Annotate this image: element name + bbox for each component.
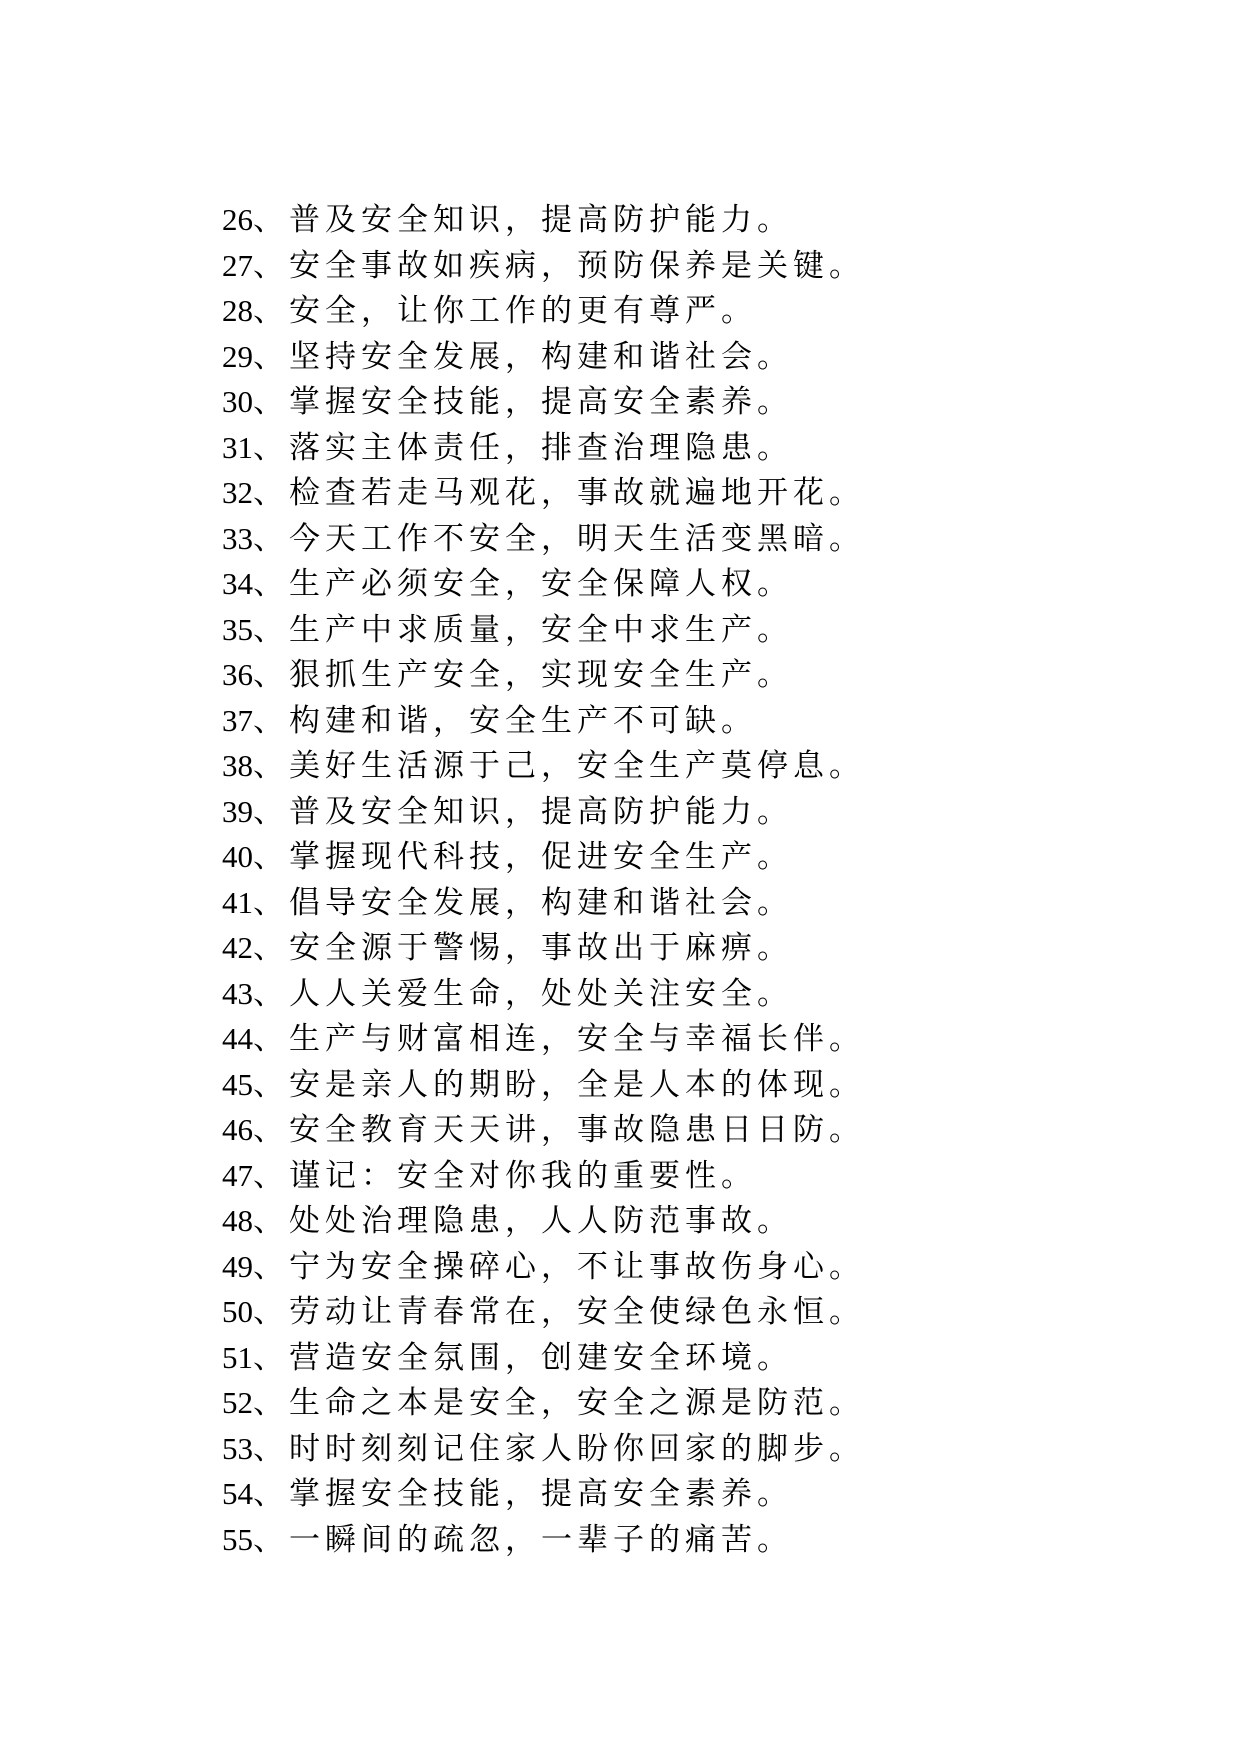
slogan-line xyxy=(222,1426,865,1472)
line-number: 42 xyxy=(222,930,253,965)
line-number: 55 xyxy=(222,1521,253,1557)
line-number: 27 xyxy=(222,247,253,283)
line-text: 、狠抓生产安全，实现安全生产。 xyxy=(253,657,793,693)
slogan-line xyxy=(222,197,865,243)
line-text: 、营造安全氛围，创建安全环境。 xyxy=(253,1339,793,1376)
slogan-line xyxy=(222,971,865,1017)
line-number: 43 xyxy=(222,975,253,1011)
line-text: 、普及安全知识，提高防护能力。 xyxy=(253,202,793,238)
slogan-line xyxy=(222,607,865,653)
line-number: 54 xyxy=(222,1476,253,1511)
line-text: 、生产必须安全，安全保障人权。 xyxy=(253,566,793,602)
slogan-line xyxy=(222,516,865,562)
slogan-line xyxy=(222,925,865,971)
slogan-line xyxy=(222,1289,865,1335)
slogan-line xyxy=(222,334,865,380)
slogan-line xyxy=(222,1198,865,1244)
slogan-line xyxy=(222,743,865,789)
slogan-line xyxy=(222,1107,865,1153)
line-number: 50 xyxy=(222,1294,253,1329)
slogan-line xyxy=(222,789,865,835)
line-number: 33 xyxy=(222,520,253,556)
line-text: 、坚持安全发展，构建和谐社会。 xyxy=(253,338,793,375)
line-text: 、生产中求质量，安全中求生产。 xyxy=(253,611,793,648)
line-text: 、宁为安全操碎心，不让事故伤身心。 xyxy=(253,1248,865,1285)
line-text: 、安全教育天天讲，事故隐患日日防。 xyxy=(253,1112,865,1148)
slogan-list xyxy=(222,197,865,1562)
slogan-line xyxy=(222,288,865,334)
line-number: 31 xyxy=(222,429,253,465)
slogan-line xyxy=(222,1335,865,1381)
slogan-line xyxy=(222,1062,865,1108)
slogan-line xyxy=(222,379,865,425)
line-number: 47 xyxy=(222,1157,253,1193)
line-text: 、谨记：安全对你我的重要性。 xyxy=(253,1157,757,1194)
line-number: 37 xyxy=(222,702,253,738)
line-number: 28 xyxy=(222,293,253,328)
line-text: 、落实主体责任，排查治理隐患。 xyxy=(253,429,793,466)
line-number: 35 xyxy=(222,611,253,647)
line-text: 、生命之本是安全，安全之源是防范。 xyxy=(253,1385,865,1421)
line-number: 29 xyxy=(222,338,253,374)
line-number: 46 xyxy=(222,1112,253,1147)
line-text: 、安是亲人的期盼，全是人本的体现。 xyxy=(253,1066,865,1103)
slogan-line xyxy=(222,880,865,926)
line-text: 、掌握安全技能，提高安全素养。 xyxy=(253,384,793,420)
slogan-line xyxy=(222,1471,865,1517)
line-number: 45 xyxy=(222,1066,253,1102)
line-text: 、普及安全知识，提高防护能力。 xyxy=(253,793,793,830)
slogan-line xyxy=(222,834,865,880)
line-text: 、倡导安全发展，构建和谐社会。 xyxy=(253,884,793,921)
slogan-line xyxy=(222,698,865,744)
line-text: 、安全源于警惕，事故出于麻痹。 xyxy=(253,930,793,966)
slogan-line xyxy=(222,1153,865,1199)
line-number: 41 xyxy=(222,884,253,920)
slogan-line xyxy=(222,425,865,471)
line-number: 26 xyxy=(222,202,253,237)
slogan-line xyxy=(222,1380,865,1426)
line-text: 、构建和谐，安全生产不可缺。 xyxy=(253,702,757,739)
line-number: 39 xyxy=(222,793,253,829)
line-number: 44 xyxy=(222,1021,253,1056)
line-text: 、美好生活源于己，安全生产莫停息。 xyxy=(253,748,865,784)
slogan-line xyxy=(222,1016,865,1062)
slogan-line xyxy=(222,243,865,289)
slogan-line xyxy=(222,1244,865,1290)
line-number: 38 xyxy=(222,748,253,783)
slogan-line xyxy=(222,561,865,607)
line-number: 51 xyxy=(222,1339,253,1375)
line-text: 、今天工作不安全，明天生活变黑暗。 xyxy=(253,520,865,557)
line-text: 、时时刻刻记住家人盼你回家的脚步。 xyxy=(253,1430,865,1467)
slogan-line xyxy=(222,470,865,516)
slogan-line xyxy=(222,1517,865,1563)
line-text: 、处处治理隐患，人人防范事故。 xyxy=(253,1203,793,1239)
line-text: 、安全，让你工作的更有尊严。 xyxy=(253,293,757,329)
line-number: 30 xyxy=(222,384,253,419)
line-number: 40 xyxy=(222,839,253,874)
line-number: 32 xyxy=(222,475,253,510)
line-text: 、劳动让青春常在，安全使绿色永恒。 xyxy=(253,1294,865,1330)
slogan-line xyxy=(222,652,865,698)
line-number: 49 xyxy=(222,1248,253,1284)
line-text: 、一瞬间的疏忽，一辈子的痛苦。 xyxy=(253,1521,793,1558)
line-text: 、检查若走马观花，事故就遍地开花。 xyxy=(253,475,865,511)
line-text: 、掌握现代科技，促进安全生产。 xyxy=(253,839,793,875)
line-number: 34 xyxy=(222,566,253,601)
line-text: 、安全事故如疾病，预防保养是关键。 xyxy=(253,247,865,284)
line-number: 36 xyxy=(222,657,253,692)
line-number: 52 xyxy=(222,1385,253,1420)
line-text: 、掌握安全技能，提高安全素养。 xyxy=(253,1476,793,1512)
line-text: 、生产与财富相连，安全与幸福长伴。 xyxy=(253,1021,865,1057)
line-number: 48 xyxy=(222,1203,253,1238)
line-text: 、人人关爱生命，处处关注安全。 xyxy=(253,975,793,1012)
line-number: 53 xyxy=(222,1430,253,1466)
